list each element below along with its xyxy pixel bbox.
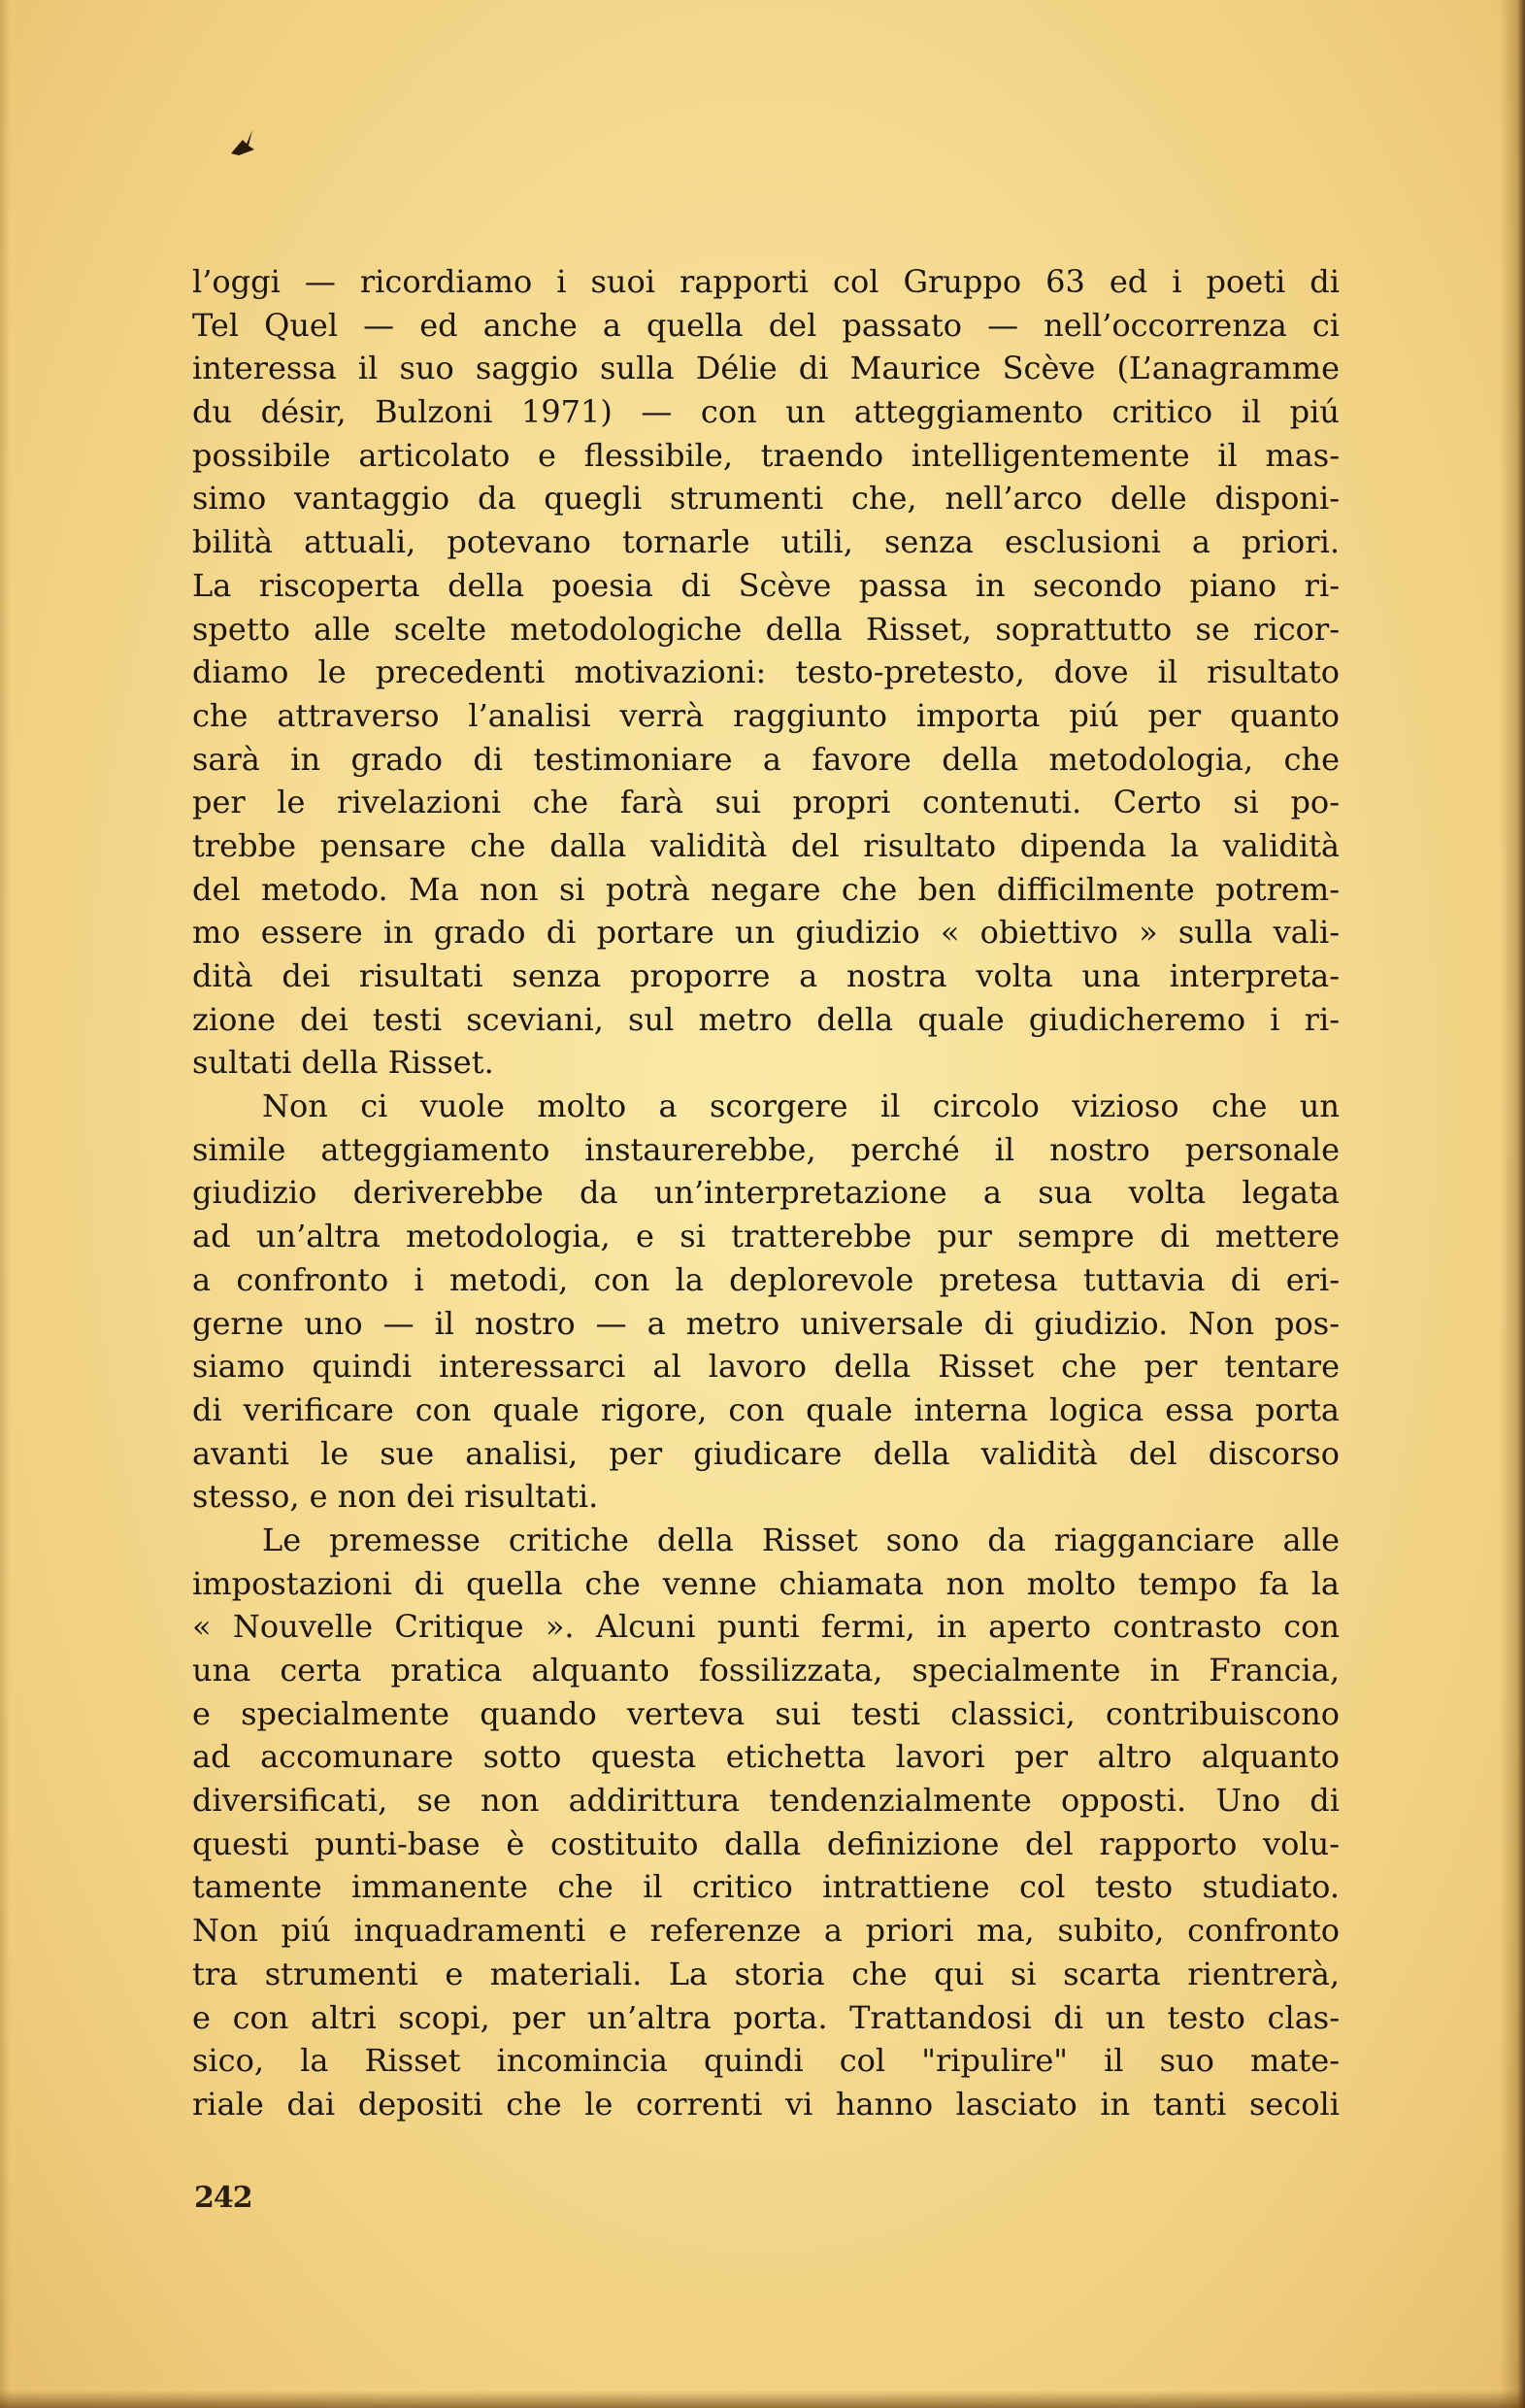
text-line: riale dai depositi che le correnti vi hanno lasciato in tanti secoli bbox=[192, 2085, 1340, 2123]
text-line: del metodo. Ma non si potrà negare che ben difficilmente potrem- bbox=[192, 870, 1340, 908]
text-line: questi punti-base è costituito dalla definizione del rapporto volu- bbox=[192, 1824, 1340, 1862]
text-line: giudizio deriverebbe da un’interpretazione a sua volta legata bbox=[192, 1174, 1340, 1212]
text-line: sico, la Risset incomincia quindi col "ripulire" il suo mate- bbox=[192, 2042, 1340, 2080]
page-number: 242 bbox=[194, 2181, 252, 2215]
text-line: di verificare con quale rigore, con quale interna logica essa porta bbox=[192, 1390, 1340, 1428]
text-line: diversificati, se non addirittura tendenzialmente opposti. Uno di bbox=[192, 1782, 1340, 1820]
ink-mark-icon bbox=[225, 124, 264, 163]
text-line: simo vantaggio da quegli strumenti che, nell’arco delle disponi- bbox=[192, 480, 1340, 518]
page-edge-right bbox=[1500, 0, 1525, 2408]
text-line: mo essere in grado di portare un giudizio « obiettivo » sulla vali- bbox=[192, 914, 1340, 952]
text-line: tamente immanente che il critico intrattiene col testo studiato. bbox=[192, 1868, 1340, 1906]
text-line: ad accomunare sotto questa etichetta lavori per altro alquanto bbox=[192, 1738, 1340, 1776]
text-line: a confronto i metodi, con la deplorevole pretesa tuttavia di eri- bbox=[192, 1260, 1340, 1298]
text-line: Non ci vuole molto a scorgere il circolo vizioso che un bbox=[262, 1087, 1340, 1125]
text-line: una certa pratica alquanto fossilizzata, specialmente in Francia, bbox=[192, 1652, 1340, 1689]
text-line: du désir, Bulzoni 1971) — con un atteggiamento critico il piú bbox=[192, 393, 1340, 431]
text-line: per le rivelazioni che farà sui propri contenuti. Certo si po- bbox=[192, 784, 1340, 821]
body-text bbox=[192, 260, 1340, 2126]
text-line: simile atteggiamento instaurerebbe, perché il nostro personale bbox=[192, 1130, 1340, 1168]
text-line: stesso, e non dei risultati. bbox=[192, 1478, 599, 1516]
text-line: sarà in grado di testimoniare a favore della metodologia, che bbox=[192, 740, 1340, 778]
text-line: « Nouvelle Critique ». Alcuni punti fermi, in aperto contrasto con bbox=[192, 1608, 1340, 1646]
text-line: impostazioni di quella che venne chiamata non molto tempo fa la bbox=[192, 1564, 1340, 1602]
text-line: spetto alle scelte metodologiche della Risset, soprattutto se ricor- bbox=[192, 610, 1340, 648]
text-line: l’oggi — ricordiamo i suoi rapporti col Gruppo 63 ed i poeti di bbox=[192, 263, 1340, 300]
text-line: diamo le precedenti motivazioni: testo-pretesto, dove il risultato bbox=[192, 653, 1340, 691]
text-line: possibile articolato e flessibile, traendo intelligentemente il mas- bbox=[192, 436, 1340, 474]
text-line: ad un’altra metodologia, e si tratterebbe pur sempre di mettere bbox=[192, 1218, 1340, 1255]
text-line: Le premesse critiche della Risset sono da riagganciare alle bbox=[262, 1521, 1340, 1558]
text-line: zione dei testi sceviani, sul metro della quale giudicheremo i ri- bbox=[192, 1000, 1340, 1038]
text-line: Tel Quel — ed anche a quella del passato — nell’occorrenza ci bbox=[192, 306, 1340, 344]
page-edge-left bbox=[0, 0, 10, 2408]
text-line: sultati della Risset. bbox=[192, 1044, 494, 1082]
text-line: gerne uno — il nostro — a metro universale di giudizio. Non pos- bbox=[192, 1304, 1340, 1342]
text-line: e specialmente quando verteva sui testi classici, contribuiscono bbox=[192, 1694, 1340, 1732]
text-line: interessa il suo saggio sulla Délie di Maurice Scève (L’anagramme bbox=[192, 350, 1340, 387]
text-line: trebbe pensare che dalla validità del risultato dipenda la validità bbox=[192, 826, 1340, 864]
text-line: tra strumenti e materiali. La storia che qui si scarta rientrerà, bbox=[192, 1955, 1340, 1992]
text-line: dità dei risultati senza proporre a nostra volta una interpreta- bbox=[192, 957, 1340, 994]
text-line: bilità attuali, potevano tornarle utili, senza esclusioni a priori. bbox=[192, 523, 1340, 561]
text-line: e con altri scopi, per un’altra porta. Trattandosi di un testo clas- bbox=[192, 1998, 1340, 2036]
text-line: La riscoperta della poesia di Scève passa in secondo piano ri- bbox=[192, 566, 1340, 604]
text-line: avanti le sue analisi, per giudicare della validità del discorso bbox=[192, 1434, 1340, 1472]
page-edge-bottom bbox=[0, 2391, 1525, 2408]
text-line: Non piú inquadramenti e referenze a priori ma, subito, confronto bbox=[192, 1912, 1340, 1950]
text-line: che attraverso l’analisi verrà raggiunto importa piú per quanto bbox=[192, 696, 1340, 734]
text-line: siamo quindi interessarci al lavoro della Risset che per tentare bbox=[192, 1348, 1340, 1386]
